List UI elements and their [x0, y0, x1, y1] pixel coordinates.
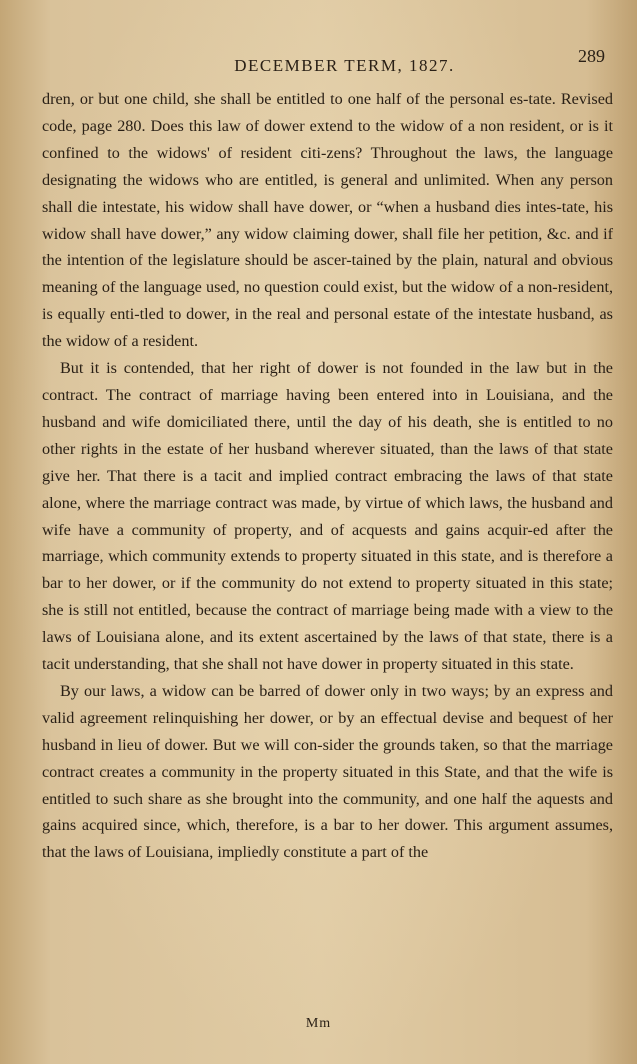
page-number: 289 — [578, 46, 605, 66]
signature-mark: Mm — [305, 1016, 332, 1031]
running-head: DECEMBER TERM, 1827. — [234, 56, 455, 75]
page-header — [40, 46, 609, 80]
paragraph-contract-argument: But it is contended, that her right of dower is not founded in the law but in the contract. The contract of marriage having been entered into in Louisiana, and the husband and wife domiciliated there, until the day of his death, she is entitled to no other rights in the estate of her husband wherever situated, than the laws of that state give her. That there is a tacit and implied contract embracing the laws of that state alone, where the marriage contract was made, by virtue of which laws, the husband and wife have a community of property, and of acquests and gains acquir-ed after the marriage, which community extends to property situated in this state, and is therefore a bar to her dower, or if the community do not extend to property situated in this state; she is still not entitled, because the contract of marriage being made with a view to the laws of Louisiana alone, and its extent ascertained by the laws of that state, there is a tacit understanding, that she shall not have dower in property situated in this state. — [42, 359, 613, 674]
paragraph-continuation: dren, or but one child, she shall be entitled to one half of the personal es-tate. Revised code, page 280. Does this law of dower extend to the widow of a non resident, or is it confined to the widows' of resident citi-zens? Throughout the laws, the language designating the widows who are entitled, is general and unlimited. When any person shall die intestate, his widow shall have dower, or “when a husband dies intes-tate, his widow shall have dower,” any widow claiming dower, shall file her petition, &c. and if the intention of the legislature should be ascer-tained by the plain, natural and obvious meaning of the language used, no question could exist, but the widow of a non-resident, is equally enti-tled to dower, in the real and personal estate of the intestate husband, as the widow of a resident. — [42, 90, 613, 351]
body-text — [42, 86, 613, 866]
paragraph-dower-bar: By our laws, a widow can be barred of dower only in two ways; by an express and valid agreement relinquishing her dower, or by an effectual devise and bequest of her husband in lieu of dower. But we will con-sider the grounds taken, so that the marriage contract creates a community in the property situated in this State, and that the wife is entitled to such share as she brought into the community, and one half the aquests and gains acquired since, which, therefore, is a bar to her dower. This argument assumes, that the laws of Louisiana, impliedly constitute a part of the — [42, 681, 613, 862]
